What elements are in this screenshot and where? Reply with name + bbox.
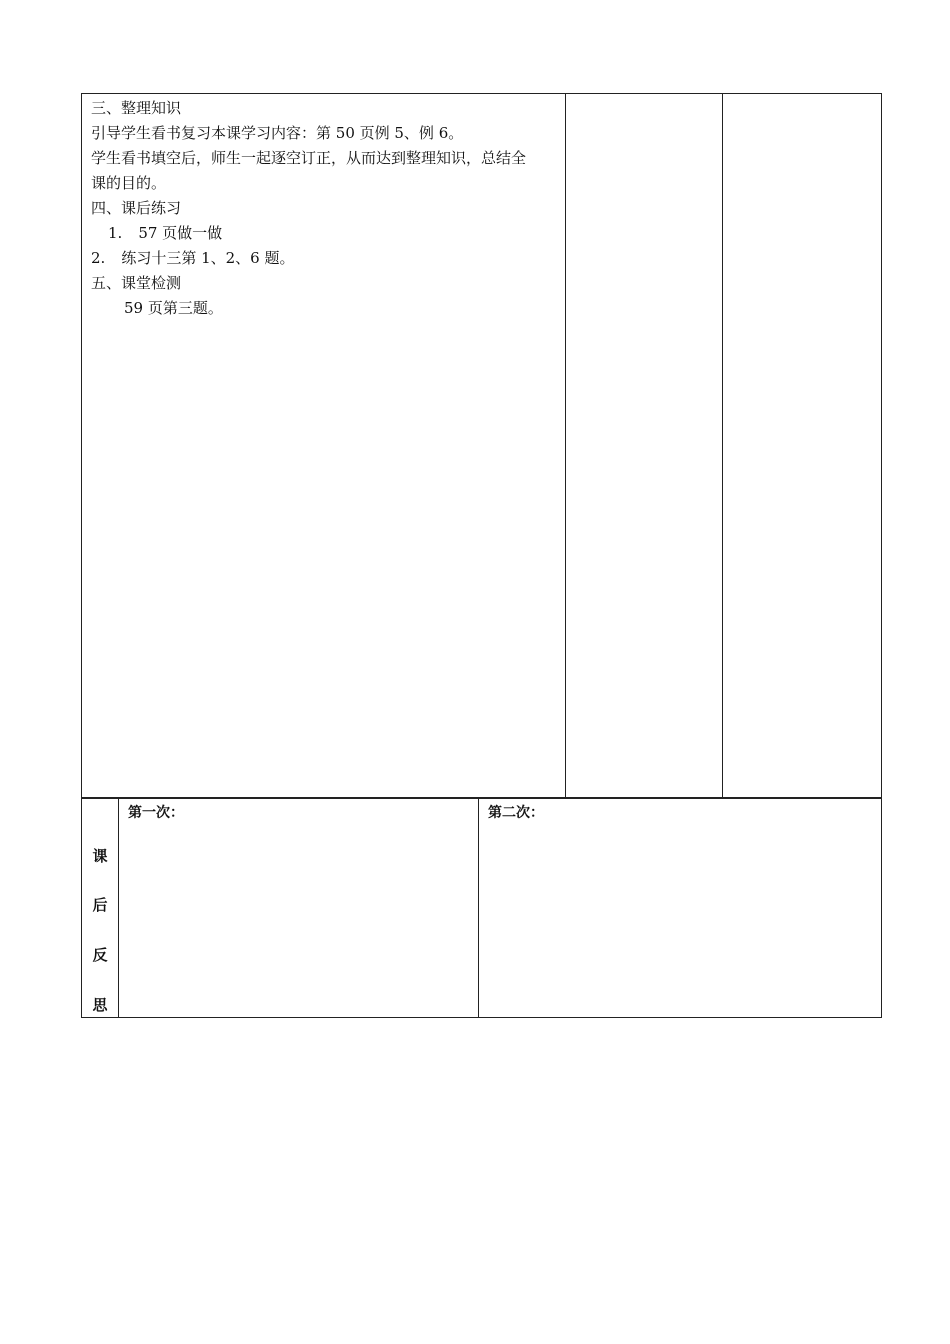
reflection-label-char: 反	[92, 946, 108, 964]
section-heading: 五、课堂检测	[91, 274, 182, 292]
column-divider-2	[722, 93, 723, 798]
reflection-label-char: 后	[92, 896, 108, 914]
exercise-item	[91, 221, 561, 246]
first-reflection-label: 第一次：	[128, 805, 184, 821]
second-reflection-label: 第二次：	[488, 805, 544, 821]
exercise-text: 57 页做一做	[138, 224, 223, 242]
exercise-number: 2.	[91, 249, 106, 267]
exercise-number: 1.	[108, 224, 123, 242]
reflection-label-char: 思	[92, 996, 108, 1014]
section-heading: 四、课后练习	[91, 199, 182, 217]
text-line: 学生看书填空后，师生一起逐空订正，从而达到整理知识，总结全	[91, 149, 527, 167]
reflection-column-divider	[478, 797, 479, 1017]
lesson-content	[91, 96, 561, 321]
column-divider-1	[565, 93, 566, 798]
exercise-text: 练习十三第 1、2、6 题。	[121, 249, 295, 267]
text-line: 引导学生看书复习本课学习内容：第 50 页例 5、例 6。	[91, 124, 464, 142]
section-heading: 三、整理知识	[91, 99, 182, 117]
reflection-table	[81, 797, 882, 1018]
reflection-label-divider	[118, 797, 119, 1017]
reflection-label-char: 课	[92, 847, 108, 865]
text-line: 课的目的。	[91, 174, 167, 192]
exercise-item	[91, 246, 561, 271]
check-item: 59 页第三题。	[124, 299, 223, 317]
